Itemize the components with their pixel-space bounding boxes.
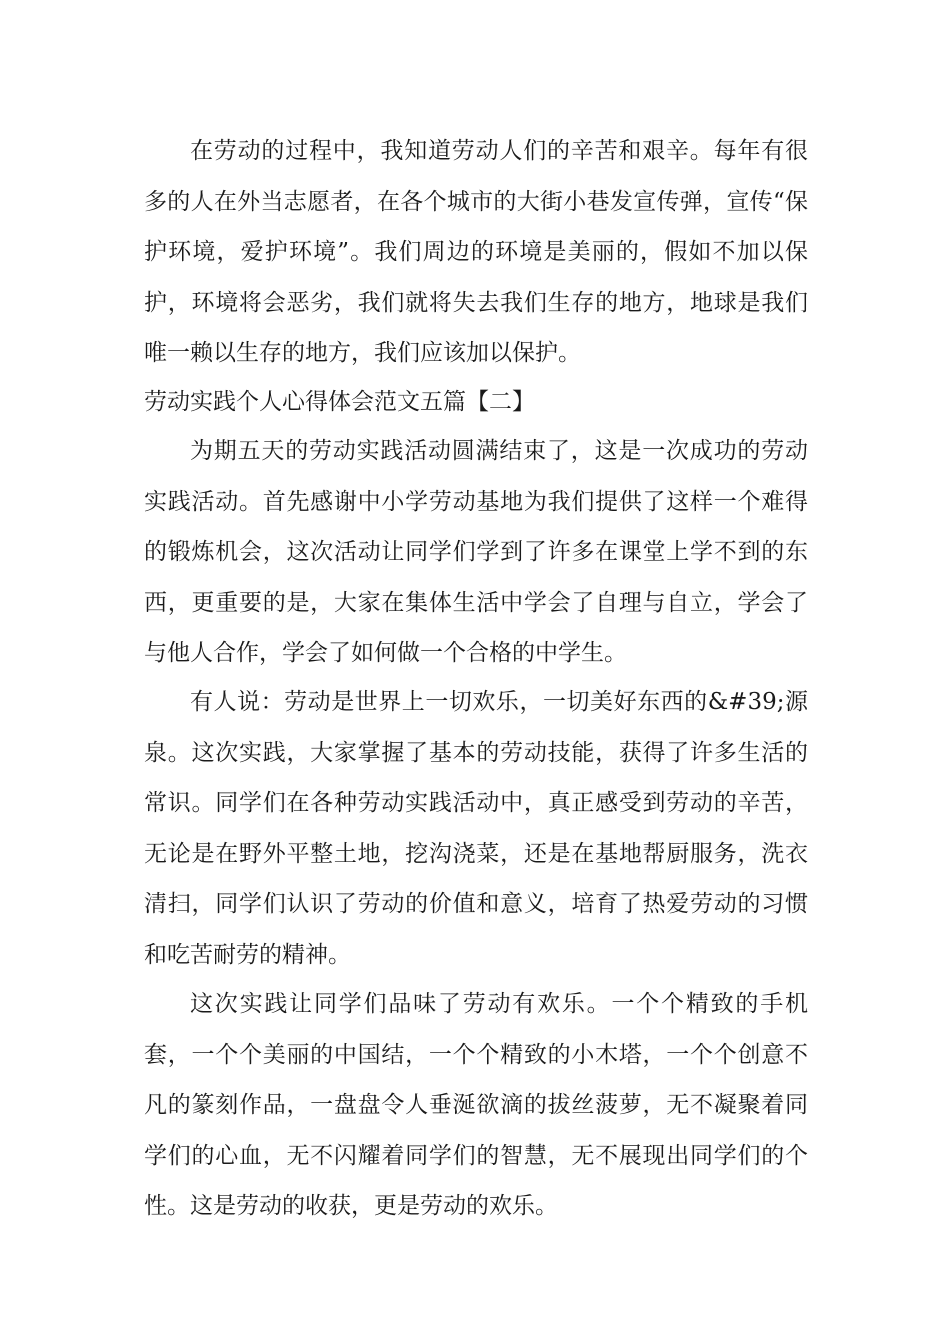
section-heading-block [144,377,808,428]
section-heading: 劳动实践个人心得体会范文五篇【二】 [144,389,535,415]
body-paragraph: 有人说：劳动是世界上一切欢乐，一切美好东西的&#39;源泉。这次实践，大家掌握了基本的劳动技能，获得了许多生活的常识。同学们在各种劳动实践活动中，真正感受到劳动的辛苦，无论是在野外平整土地，挖沟浇菜，还是在基地帮厨服务，洗衣清扫，同学们认识了劳动的价值和意义，培育了热爱劳动的习惯和吃苦耐劳的精神。 [144,689,808,968]
paragraph-block-4 [144,979,808,1232]
body-paragraph: 在劳动的过程中，我知道劳动人们的辛苦和艰辛。每年有很多的人在外当志愿者，在各个城市的大街小巷发宣传弹，宣传“保护环境，爱护环境”。我们周边的环境是美丽的，假如不加以保护，环境将会恶劣，我们就将失去我们生存的地方，地球是我们唯一赖以生存的地方，我们应该加以保护。 [144,138,808,367]
paragraph-block-1 [144,126,808,379]
body-paragraph: 这次实践让同学们品味了劳动有欢乐。一个个精致的手机套，一个个美丽的中国结，一个个精致的小木塔，一个个创意不凡的篆刻作品，一盘盘令人垂涎欲滴的拔丝菠萝，无不凝聚着同学们的心血，无不闪耀着同学们的智慧，无不展现出同学们的个性。这是劳动的收获，更是劳动的欢乐。 [144,991,808,1220]
body-paragraph: 为期五天的劳动实践活动圆满结束了，这是一次成功的劳动实践活动。首先感谢中小学劳动基地为我们提供了这样一个难得的锻炼机会，这次活动让同学们学到了许多在课堂上学不到的东西，更重要的是，大家在集体生活中学会了自理与自立，学会了与他人合作，学会了如何做一个合格的中学生。 [144,438,808,667]
paragraph-block-3 [144,677,808,981]
paragraph-block-2 [144,426,808,679]
